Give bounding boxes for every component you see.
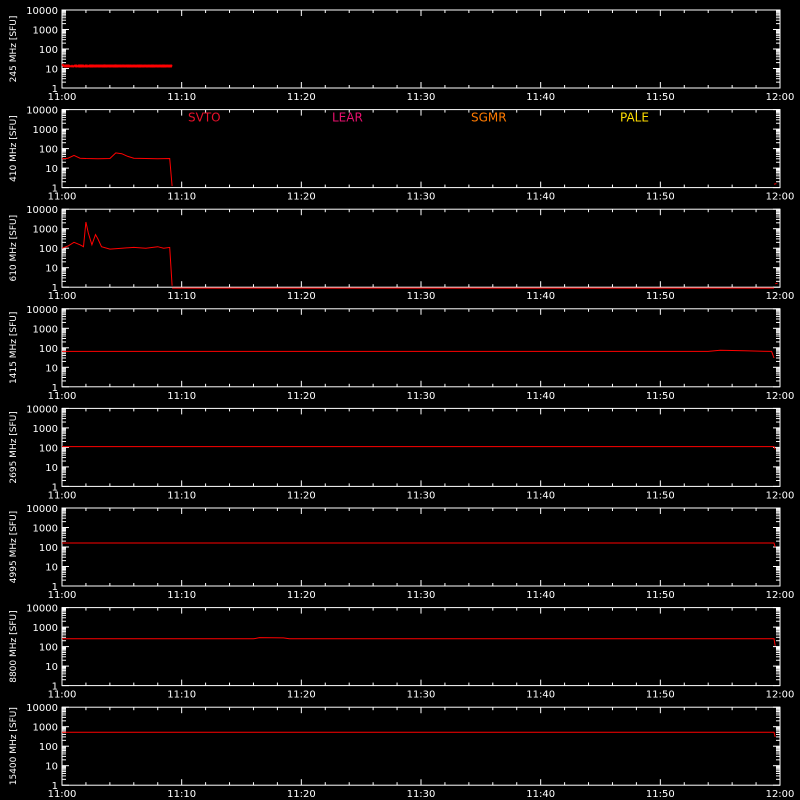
y-tick-label: 1 <box>51 283 58 295</box>
x-tick-label: 11:50 <box>645 191 675 203</box>
x-tick-label: 11:10 <box>167 291 197 303</box>
y-tick-label: 100 <box>38 543 58 554</box>
y-axis-label: 1415 MHz [SFU] <box>9 311 19 384</box>
x-tick-label: 11:50 <box>645 689 675 701</box>
series-line <box>62 638 775 646</box>
y-tick-label: 10 <box>45 662 58 674</box>
series-line <box>774 184 776 185</box>
x-tick-label: 11:00 <box>47 590 77 601</box>
x-tick-label: 11:00 <box>47 689 77 701</box>
x-tick-label: 11:40 <box>526 490 556 502</box>
x-tick-label: 12:00 <box>765 92 795 103</box>
y-tick-label: 1000 <box>32 423 58 435</box>
y-tick-label: 10 <box>45 164 58 176</box>
y-tick-label: 1000 <box>32 324 58 336</box>
y-tick-label: 10000 <box>26 404 58 416</box>
y-tick-label: 1 <box>51 582 58 593</box>
series-line <box>62 222 172 286</box>
plot-frame <box>62 508 780 586</box>
y-tick-label: 1 <box>51 681 58 693</box>
plot-frame <box>62 10 780 88</box>
series-line <box>62 543 775 547</box>
y-tick-label: 100 <box>38 45 58 56</box>
y-tick-label: 10000 <box>26 304 58 316</box>
y-tick-label: 1000 <box>32 125 58 137</box>
y-tick-label: 10000 <box>26 6 58 17</box>
x-tick-label: 11:40 <box>526 689 556 701</box>
y-tick-label: 1000 <box>32 722 58 734</box>
x-tick-label: 11:40 <box>526 92 556 103</box>
series-line <box>62 153 172 186</box>
y-tick-label: 10000 <box>26 603 58 615</box>
y-tick-label: 10 <box>45 562 58 574</box>
plot-frame <box>62 608 780 686</box>
x-tick-label: 11:00 <box>47 490 77 502</box>
y-axis-label: 2695 MHz [SFU] <box>9 411 19 484</box>
x-tick-label: 11:40 <box>526 789 556 800</box>
x-tick-label: 11:00 <box>47 191 77 203</box>
y-axis-label: 4995 MHz [SFU] <box>9 510 19 584</box>
legend-entry: LEAR <box>332 110 363 125</box>
x-tick-label: 12:00 <box>765 191 795 203</box>
y-axis-label: 15400 MHz [SFU] <box>9 707 19 786</box>
x-tick-label: 11:20 <box>286 92 316 103</box>
plot-frame <box>62 309 780 387</box>
x-tick-label: 11:30 <box>406 390 436 402</box>
x-tick-label: 11:20 <box>286 490 316 502</box>
x-tick-label: 11:20 <box>286 390 316 402</box>
x-tick-label: 11:30 <box>406 789 436 800</box>
x-tick-label: 11:00 <box>47 789 77 800</box>
y-axis-label: 410 MHz [SFU] <box>9 115 19 182</box>
series-line <box>62 64 172 66</box>
x-tick-label: 11:50 <box>645 92 675 103</box>
y-axis-label: 610 MHz [SFU] <box>9 214 19 282</box>
x-tick-label: 11:10 <box>167 689 197 701</box>
x-tick-label: 11:30 <box>406 490 436 502</box>
x-tick-label: 11:50 <box>645 490 675 502</box>
y-tick-label: 100 <box>38 144 58 156</box>
x-tick-label: 11:00 <box>47 92 77 103</box>
x-tick-label: 11:00 <box>47 291 77 303</box>
x-tick-label: 11:30 <box>406 191 436 203</box>
series-line <box>62 350 774 358</box>
y-tick-label: 10 <box>45 462 58 474</box>
y-axis-label: 245 MHz [SFU] <box>9 15 19 83</box>
x-tick-label: 12:00 <box>765 490 795 502</box>
x-tick-label: 11:00 <box>47 390 77 402</box>
x-tick-label: 11:20 <box>286 689 316 701</box>
y-tick-label: 1 <box>51 482 58 494</box>
y-tick-label: 1 <box>51 382 58 394</box>
x-tick-label: 11:30 <box>406 92 436 103</box>
x-tick-label: 11:40 <box>526 390 556 402</box>
x-tick-label: 11:50 <box>645 291 675 303</box>
y-tick-label: 10 <box>45 363 58 375</box>
y-tick-label: 100 <box>38 642 58 654</box>
x-tick-label: 11:40 <box>526 291 556 303</box>
y-tick-label: 10000 <box>26 105 58 117</box>
y-tick-label: 10000 <box>26 703 58 715</box>
y-tick-label: 10 <box>45 64 58 76</box>
x-tick-label: 11:50 <box>645 789 675 800</box>
y-tick-label: 1 <box>51 781 58 793</box>
x-tick-label: 11:10 <box>167 390 197 402</box>
y-axis-label: 8800 MHz [SFU] <box>9 610 19 683</box>
x-tick-label: 11:10 <box>167 789 197 800</box>
series-line <box>62 447 775 450</box>
series-line <box>62 732 775 737</box>
y-tick-label: 1 <box>51 183 58 195</box>
y-tick-label: 100 <box>38 443 58 455</box>
y-tick-label: 1000 <box>32 25 58 37</box>
x-tick-label: 12:00 <box>765 689 795 701</box>
x-tick-label: 11:20 <box>286 291 316 303</box>
y-tick-label: 1000 <box>32 623 58 635</box>
y-tick-label: 100 <box>38 244 58 256</box>
x-tick-label: 11:30 <box>406 590 436 601</box>
y-tick-label: 100 <box>38 343 58 355</box>
x-tick-label: 11:50 <box>645 390 675 402</box>
legend-entry: PALE <box>620 110 649 125</box>
plot-frame <box>62 110 780 188</box>
x-tick-label: 11:40 <box>526 590 556 601</box>
plot-frame <box>62 707 780 785</box>
x-tick-label: 11:10 <box>167 490 197 502</box>
legend-entry: SVTO <box>188 110 221 125</box>
x-tick-label: 12:00 <box>765 789 795 800</box>
x-tick-label: 12:00 <box>765 291 795 303</box>
y-tick-label: 10 <box>45 761 58 773</box>
x-tick-label: 12:00 <box>765 590 795 601</box>
x-tick-label: 11:20 <box>286 789 316 800</box>
y-tick-label: 100 <box>38 742 58 754</box>
y-tick-label: 1 <box>51 84 58 95</box>
x-tick-label: 11:50 <box>645 590 675 601</box>
x-tick-label: 12:00 <box>765 390 795 402</box>
x-tick-label: 11:30 <box>406 689 436 701</box>
series-line <box>775 283 777 284</box>
y-tick-label: 1000 <box>32 224 58 236</box>
x-tick-label: 11:10 <box>167 92 197 103</box>
y-tick-label: 10000 <box>26 205 58 217</box>
x-tick-label: 11:40 <box>526 191 556 203</box>
y-tick-label: 10 <box>45 263 58 275</box>
x-tick-label: 11:20 <box>286 191 316 203</box>
x-tick-label: 11:20 <box>286 590 316 601</box>
y-tick-label: 10000 <box>26 504 58 515</box>
legend-entry: SGMR <box>471 110 507 125</box>
plot-frame <box>62 408 780 486</box>
x-tick-label: 11:10 <box>167 191 197 203</box>
x-tick-label: 11:10 <box>167 590 197 601</box>
y-tick-label: 1000 <box>32 523 58 535</box>
x-tick-label: 11:30 <box>406 291 436 303</box>
